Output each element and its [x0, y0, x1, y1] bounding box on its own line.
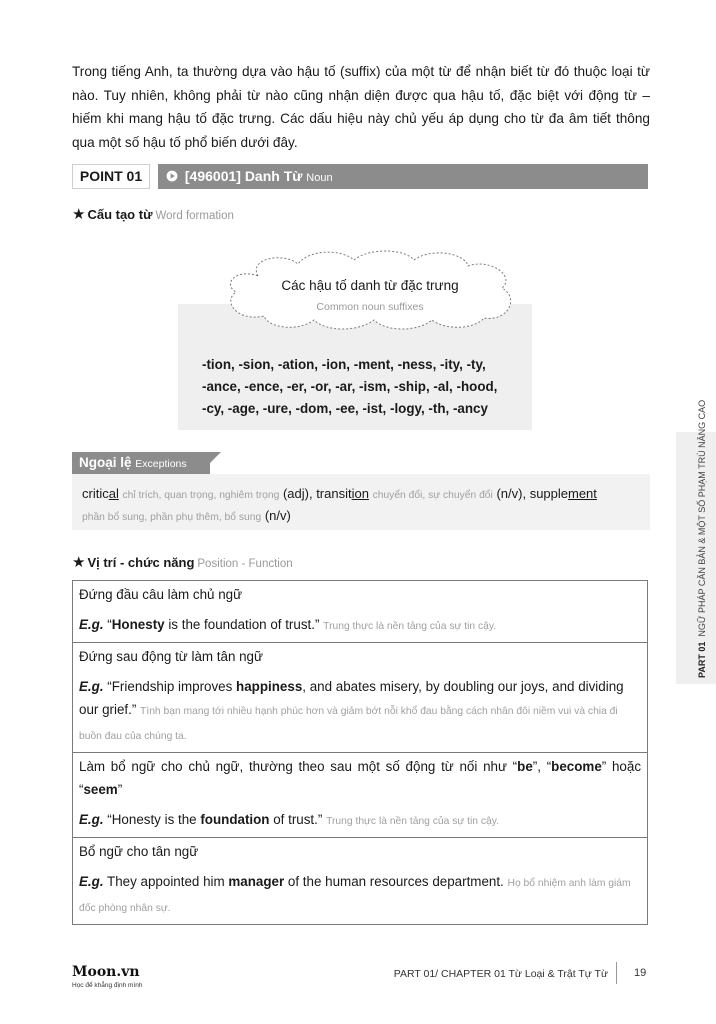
- exception-pos: (n/v): [264, 508, 291, 523]
- exception-pos: (adj),: [282, 486, 313, 501]
- play-circle-icon: [166, 170, 178, 182]
- side-title: NGỮ PHÁP CĂN BẢN & MỘT SỐ PHẠM TRÙ NÂNG CAO: [697, 399, 707, 637]
- exception-word: critical: [82, 486, 119, 501]
- exceptions-en: Exceptions: [135, 458, 187, 470]
- point-sub: Noun: [306, 172, 333, 184]
- intro-line: Trong tiếng Anh, ta thường dựa vào hậu tố (suffix) của một từ để nhận biết từ đó thuộc loại: [72, 64, 633, 79]
- table-cell: Bổ ngữ cho tân ngữ E.g. They appointed him manager of the human resources department. Họ bổ nhiệm anh làm giám đốc phòng nhân sự.: [73, 838, 648, 925]
- eg-label: E.g.: [79, 679, 104, 694]
- table-row: [73, 643, 648, 753]
- row-title: Đứng sau động từ làm tân ngữ: [79, 649, 263, 664]
- exceptions-label: Ngoại lệ: [79, 455, 132, 470]
- exception-pos: (n/v),: [496, 486, 527, 501]
- example-translation: Họ bổ nhiệm anh làm giám đốc phòng nhân sự.: [79, 878, 631, 914]
- position-table: [72, 580, 648, 925]
- position-heading: [72, 553, 293, 571]
- row-title: Đứng đầu câu làm chủ ngữ: [79, 587, 243, 602]
- row-title: Bổ ngữ cho tân ngữ: [79, 844, 199, 859]
- example-keyword: Honesty: [111, 617, 165, 632]
- exceptions-line-1: [82, 486, 597, 501]
- intro-paragraph: [72, 60, 650, 154]
- side-tab-text: [696, 400, 708, 678]
- eg-label: E.g.: [79, 874, 104, 889]
- row-title: Làm bổ ngữ cho chủ ngữ, thường theo sau một số động từ nối như “be”, “become” hoặc “seem”: [79, 759, 642, 797]
- page-number: 19: [634, 967, 647, 979]
- footer-chapter: PART 01/ CHAPTER 01 Từ Loại & Trật Tự Từ: [393, 968, 608, 980]
- star-icon: ★: [72, 554, 86, 571]
- word-formation-label: Cấu tạo từ: [87, 207, 153, 222]
- exceptions-line-2: [82, 508, 291, 523]
- position-en: Position - Function: [197, 558, 293, 570]
- table-row: [73, 753, 648, 838]
- point-header: [72, 164, 648, 189]
- example-keyword: happiness: [236, 679, 303, 694]
- exceptions-tab: [72, 452, 210, 474]
- suffix-line: -cy, -age, -ure, -dom, -ee, -ist, -logy, -th, -ancy: [202, 401, 488, 416]
- cloud-subtitle: Common noun suffixes: [316, 301, 424, 313]
- logo-tagline: Học để khẳng định mình: [72, 982, 143, 989]
- example-keyword: foundation: [200, 812, 270, 827]
- word-formation-en: Word formation: [155, 210, 234, 222]
- point-code: [496001] Danh Từ: [184, 168, 303, 184]
- example-translation: Trung thực là nền tảng của sự tin cậy.: [326, 816, 499, 827]
- exceptions-notch: [210, 452, 221, 463]
- table-row: [73, 838, 648, 925]
- star-icon: ★: [72, 206, 86, 223]
- footer-divider: [616, 962, 617, 984]
- cloud-title: Các hậu tố danh từ đặc trưng: [281, 278, 459, 293]
- eg-label: E.g.: [79, 617, 104, 632]
- suffix-line: -tion, -sion, -ation, -ion, -ment, -ness, -ity, -ty,: [202, 357, 486, 372]
- exception-gloss: phần bổ sung, phần phụ thêm, bổ sung: [82, 512, 262, 523]
- eg-label: E.g.: [79, 812, 104, 827]
- moon-logo: Moon.vn: [72, 964, 140, 980]
- example-translation: Tình bạn mang tới nhiều hạnh phúc hơn và giảm bớt nỗi khổ đau bằng cách nhân đôi niềm vui và chia đi buồn đau của chúng ta.: [79, 706, 618, 742]
- table-cell: Làm bổ ngữ cho chủ ngữ, thường theo sau một số động từ nối như “be”, “become” hoặc “seem” E.g. “Honesty is the foundation of trust.” Trung thực là nền tảng của sự tin cậy.: [73, 753, 648, 838]
- example-translation: Trung thực là nền tảng của sự tin cậy.: [323, 621, 497, 632]
- example-keyword: manager: [228, 874, 285, 889]
- exception-gloss: chuyển đổi, sự chuyển đổi: [372, 490, 493, 501]
- intro-line: từ nào. Tuy nhiên, không phải từ nào cũng nhận diện được qua hậu tố, đặc biệt với động từ –: [72, 64, 650, 103]
- intro-line: qua một số hậu tố phổ biến dưới đây.: [72, 134, 298, 150]
- exception-word: supplement: [529, 486, 597, 501]
- exception-word: transition: [316, 486, 369, 501]
- suffix-line: -ance, -ence, -er, -or, -ar, -ism, -ship, -al, -hood,: [202, 379, 498, 394]
- side-part: PART 01: [697, 641, 707, 678]
- word-formation-heading: [72, 205, 234, 223]
- point-title: [158, 164, 648, 189]
- point-tag: POINT 01: [72, 164, 150, 189]
- table-cell: Đứng đầu câu làm chủ ngữ E.g. “Honesty is the foundation of trust.” Trung thực là nền tảng của sự tin cậy.: [73, 581, 648, 643]
- position-label: Vị trí - chức năng: [87, 555, 195, 570]
- table-row: [73, 581, 648, 643]
- intro-line: hiếm khi mang hậu tố đặc trưng. Các dấu hiệu này chủ yếu áp dụng cho từ đa âm tiết thông: [72, 111, 650, 126]
- exception-gloss: chỉ trích, quan trọng, nghiêm trọng: [122, 490, 280, 501]
- table-cell: Đứng sau động từ làm tân ngữ E.g. “Friendship improves happiness, and abates misery, by doubling our joys, and dividing our grief.” Tình bạn mang tới nhiều hạnh phúc hơn và giảm bớt nỗi khổ đau bằng cách nhân đôi niềm vui và chia đi buồn đau của chúng ta.: [73, 643, 648, 753]
